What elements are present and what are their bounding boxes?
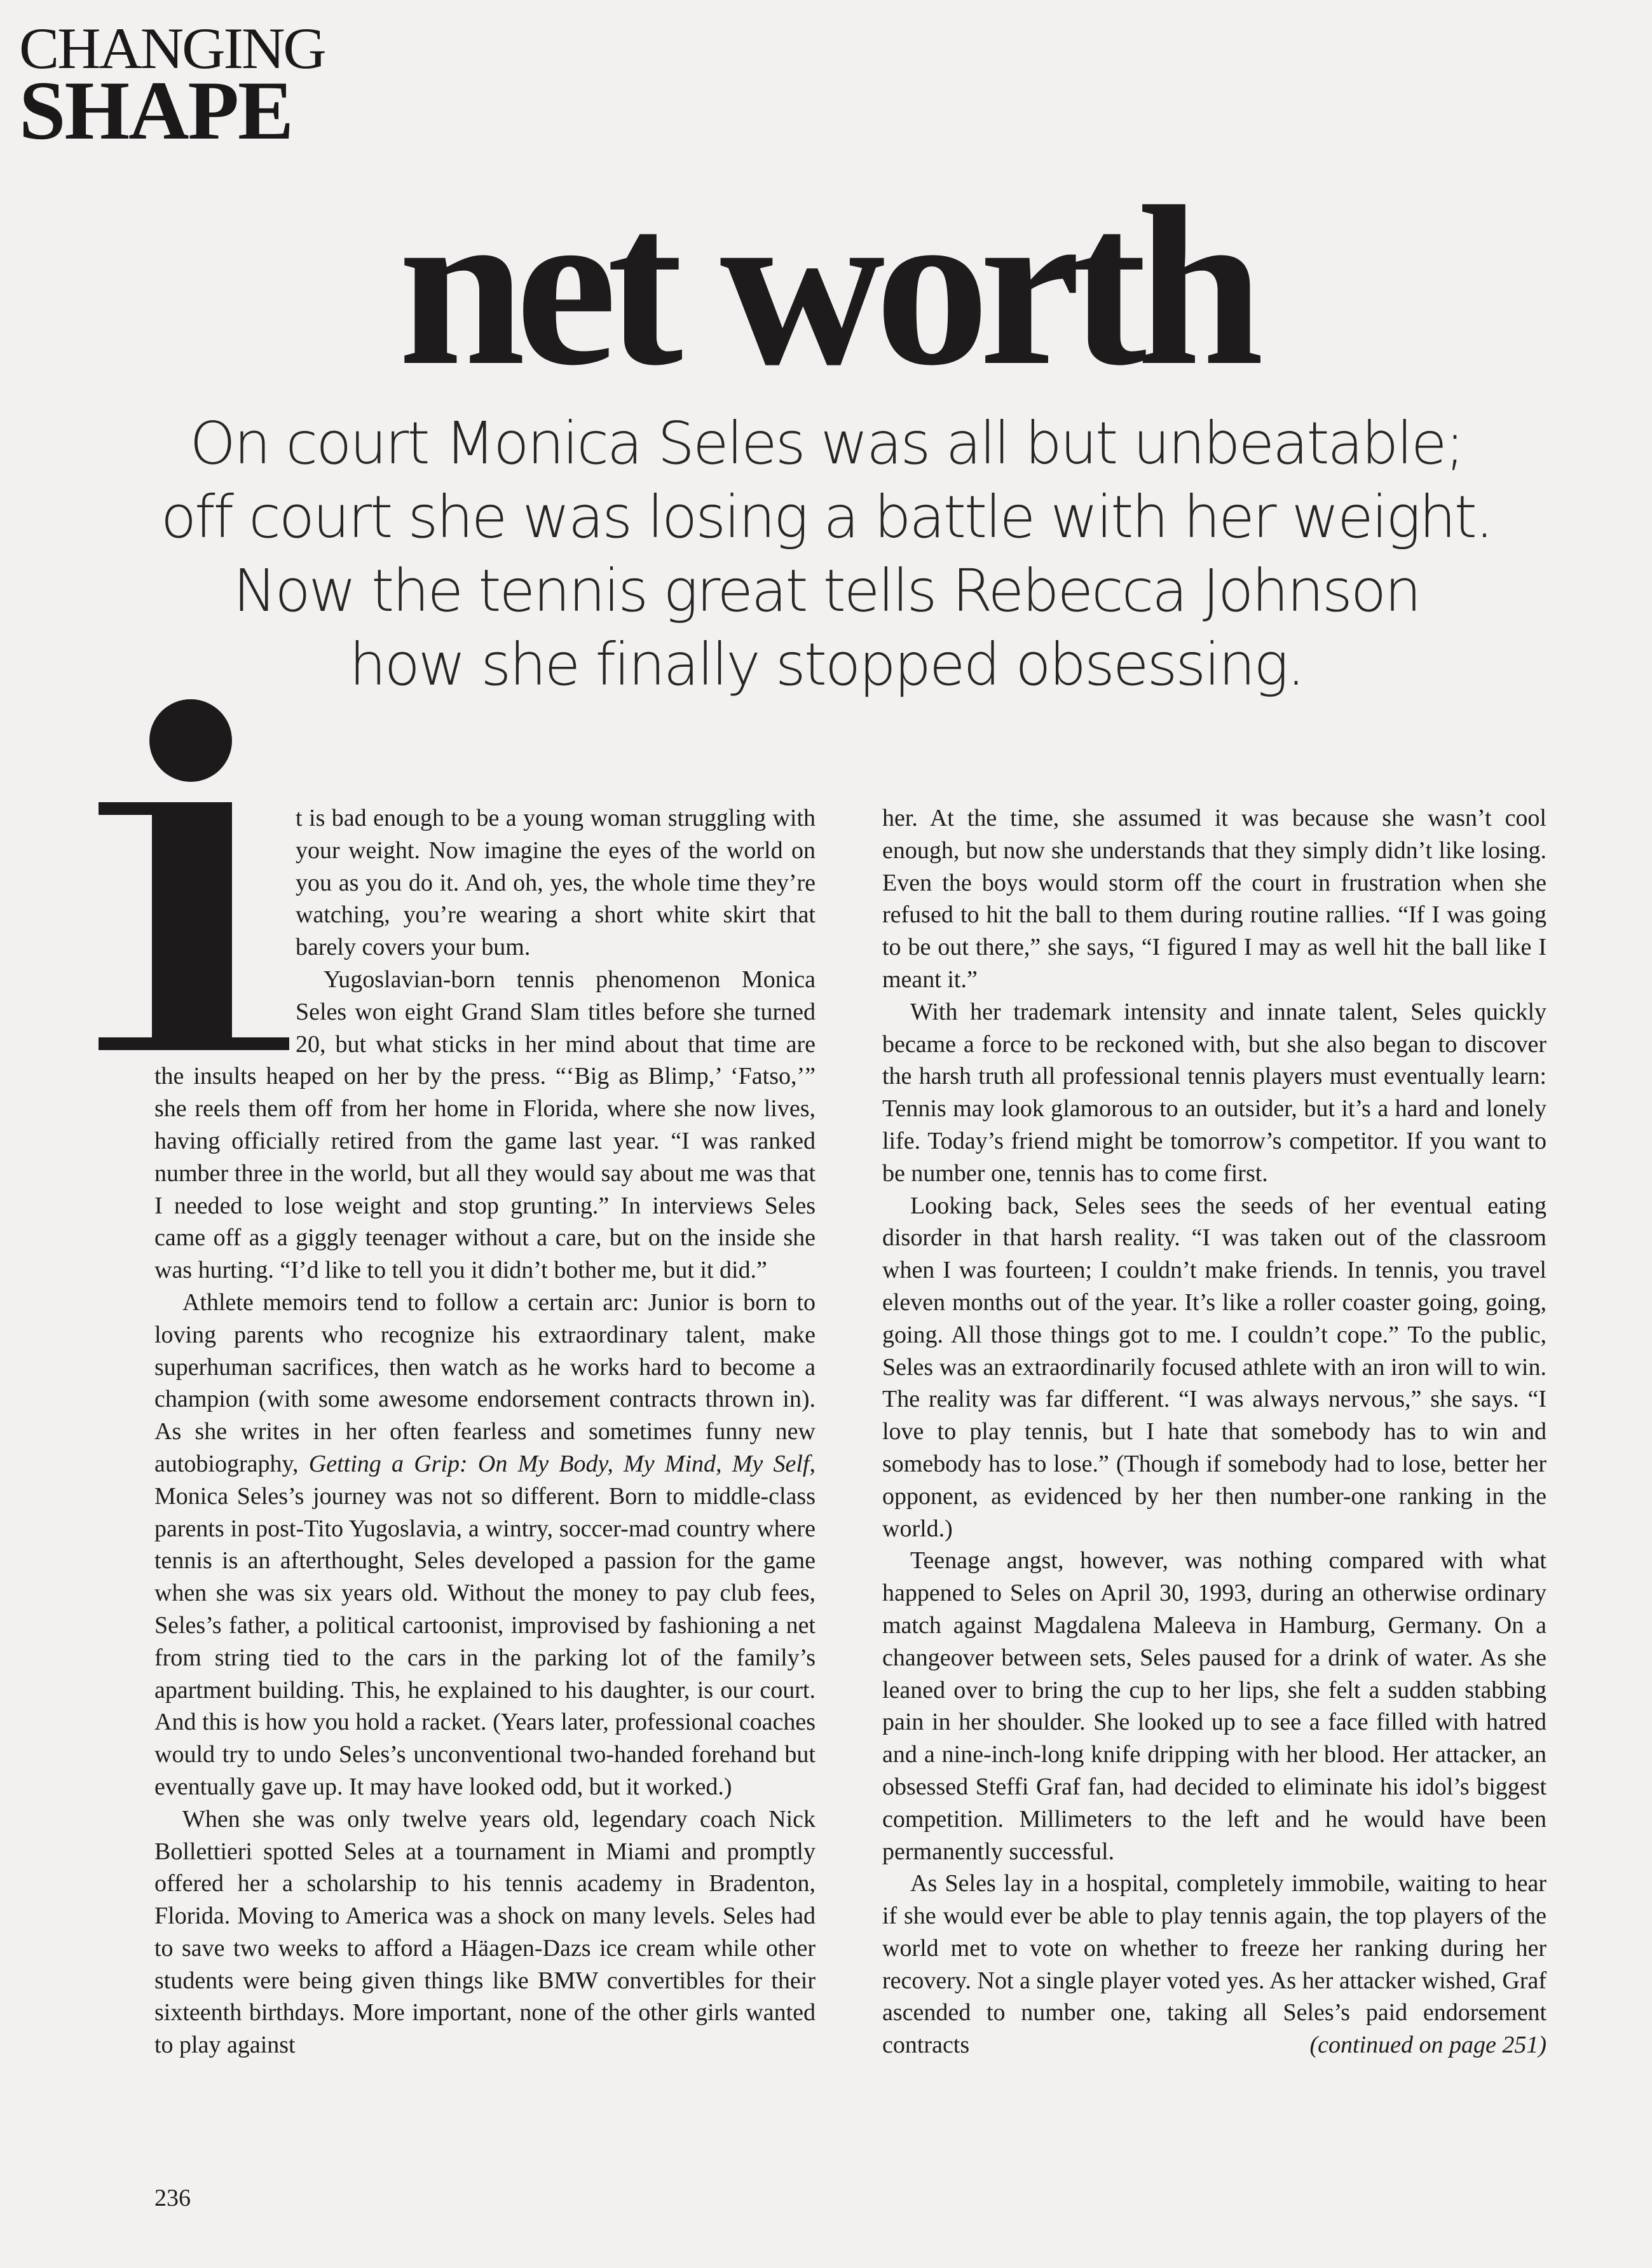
article-paragraph: Athlete memoirs tend to follow a certain arc: Junior is born to loving parents who recognize his extraordinary talent, make superhuman sacrifices, then watch as he works hard to become a champion (with some awesome endorsement contracts thrown in). As she writes in her often fearless and sometimes funny new autobiography, Getting a Grip: On My Body, My Mind, My Self, Monica Seles’s journey was not so different. Born to middle-class parents in post-Tito Yugoslavia, a wintry, soccer-mad country where tennis is an afterthought, Seles developed a passion for the game when she was six years old. Without the money to pay club fees, Seles’s father, a political cartoonist, improvised by fashioning a net from string tied to the cars in the parking lot of the family’s apartment building. This, he explained to his daughter, is our court. And this is how you hold a racket. (Years later, professional coaches would try to undo Seles’s unconventional two-handed forehand but eventually gave up. It may have looked odd, but it worked.) [154, 1288, 816, 1800]
deck-line: On court Monica Seles was all but unbeatable; [189, 409, 1463, 477]
deck-line: off court she was losing a battle with her weight. [160, 483, 1492, 551]
deck-line: Now the tennis great tells Rebecca Johnson [233, 557, 1420, 625]
article-paragraph: When she was only twelve years old, legendary coach Nick Bollettieri spotted Seles at a tournament in Miami and promptly offered her a scholarship to his tennis academy in Bradenton, Florida. Moving to America was a shock on many levels. Seles had to save two weeks to afford a Häagen-Dazs ice cream while other students were being given things like BMW convertibles for their sixteenth birthdays. More important, none of the other girls wanted to play against [154, 1805, 816, 2059]
article-column-right [882, 802, 1546, 2061]
article-paragraph: t is bad enough to be a young woman struggling with your weight. Now imagine the eyes of the world on you as you do it. And oh, yes, the whole time they’re watching, you’re wearing a short white skirt that barely covers your bum. [296, 805, 816, 961]
deck-line: how she finally stopped obsessing. [349, 631, 1304, 699]
section-label [19, 16, 325, 157]
deck [102, 407, 1551, 702]
book-title: Getting a Grip: On My Body, My Mind, My Self [308, 1450, 810, 1477]
section-label-line2: SHAPE [19, 64, 293, 157]
article-paragraph: her. At the time, she assumed it was because she wasn’t cool enough, but now she understands that they simply didn’t like losing. Even the boys would storm off the court in frustration when she refused to hit the ball to them during routine rallies. “If I was going to be out there,” she says, “I figured I may as well hit the ball like I meant it.” [882, 805, 1546, 993]
section-label-line1: CHANGING [19, 16, 325, 81]
article-paragraph: With her trademark intensity and innate talent, Seles quickly became a force to be reckoned with, but she also began to discover the harsh truth all professional tennis players must eventually learn: Tennis may look glamorous to an outsider, but it’s a hard and lonely life. Today’s friend might be tomorrow’s competitor. If you want to be number one, tennis has to come first. [882, 998, 1546, 1187]
page-number: 236 [154, 2185, 191, 2211]
article-paragraph: Looking back, Seles sees the seeds of her eventual eating disorder in that harsh reality. “I was taken out of the classroom when I was fourteen; I couldn’t make friends. In tennis, you travel eleven months out of the year. It’s like a roller coaster going, going, going. All those things got to me. I couldn’t cope.” To the public, Seles was an extraordinarily focused athlete with an iron will to win. The reality was far different. “I was always nervous,” she says. “I love to play tennis, but I hate that somebody has to win and somebody has to lose.” (Though if somebody had to lose, better her opponent, as evidenced by her then number-one ranking in the world.) [882, 1192, 1546, 1542]
headline: net worth [398, 159, 1254, 413]
article-paragraph: Yugoslavian-born tennis phenomenon Monica Seles won eight Grand Slam titles before she turned 20, but what sticks in her mind about that time are the insults heaped on her by the press. “‘Big as Blimp,’ ‘Fatso,’” she reels them off from her home in Florida, where she now lives, having officially retired from the game last year. “I was ranked number three in the world, but all they would say about me was that I needed to lose weight and stop grunting.” In interviews Seles came off as a giggly teenager without a care, but on the inside she was hurting. “I’d like to tell you it didn’t bother me, but it did.” [154, 966, 816, 1284]
continued-note: (continued on page 251) [1309, 2032, 1546, 2059]
article-paragraph: Teenage angst, however, was nothing compared with what happened to Seles on April 30, 1993, during an otherwise ordinary match against Magdalena Maleeva in Hamburg, Germany. On a changeover between sets, Seles paused for a drink of water. As she leaned over to bring the cup to her lips, she felt a sudden stabbing pain in her shoulder. She looked up to see a face filled with hatred and a nine-inch-long knife dripping with her blood. Her attacker, an obsessed Steffi Graf fan, had decided to eliminate his idol’s biggest competition. Millimeters to the left and he would have been permanently successful. [882, 1547, 1546, 1865]
article-paragraph: As Seles lay in a hospital, completely immobile, waiting to hear if she would ever be able to play tennis again, the top players of the world met to vote on whether to freeze her ranking during her recovery. Not a single player voted yes. As her attacker wished, Graf ascended to number one, taking all Seles’s paid endorsement contracts (continued on page 251) [882, 1868, 1546, 2061]
drop-cap-dot [149, 699, 232, 782]
article-column-left [154, 802, 816, 2061]
